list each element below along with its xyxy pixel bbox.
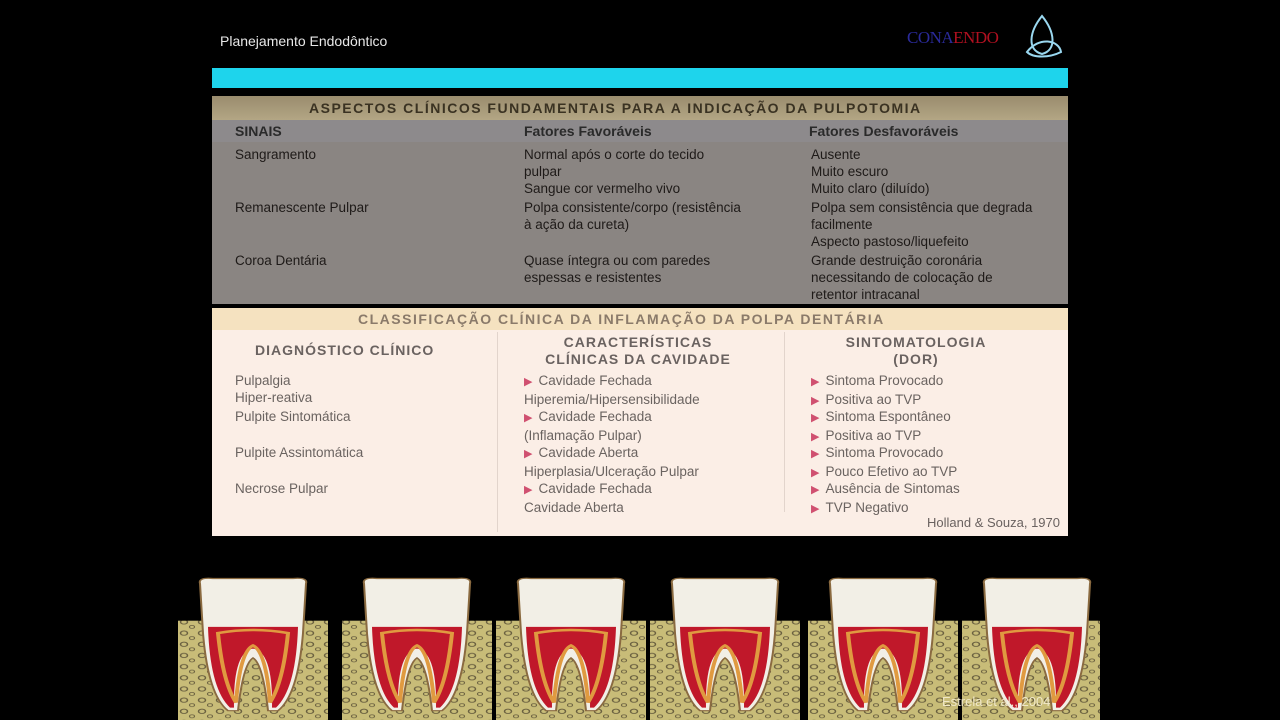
pulpotomia-table-title: ASPECTOS CLÍNICOS FUNDAMENTAIS PARA A INDICAÇÃO DA PULPOTOMIA [309,100,922,116]
arrow-icon: ▶ [524,484,533,496]
arrow-icon: ▶ [811,395,820,407]
arrow-icon: ▶ [811,431,820,443]
cell-line: à ação da cureta) [524,217,630,232]
cell-line: Hiper-reativa [235,390,313,405]
arrow-icon: ▶ [811,467,820,479]
cell-line: Polpa consistente/corpo (resistência [524,200,741,215]
figure-citation: Estrela et al., 2004 [942,694,1051,709]
cell-line: Positiva ao TVP [825,392,922,407]
cell [524,372,700,408]
cell-line: TVP Negativo [825,500,909,515]
cell [524,199,741,233]
column-divider [784,332,785,512]
cell: Remanescente Pulpar [235,200,369,215]
tooth-panel [342,578,492,720]
cell [235,372,312,406]
header-desfavoraveis: Fatores Desfavoráveis [809,123,959,139]
cell [524,252,710,286]
tooth-panel [650,578,800,720]
cell-line: facilmente [811,217,873,232]
logo-text-1: CONA [907,28,954,47]
cell-line: Sintoma Provocado [825,445,944,460]
cell [811,252,993,303]
header-favoraveis: Fatores Favoráveis [524,123,652,139]
slide-title: Planejamento Endodôntico [220,33,388,49]
cell [811,408,951,446]
teeth-illustration [178,540,1100,720]
cell-line: Pulpalgia [235,373,291,388]
cell-line: Ausência de Sintomas [825,481,960,496]
header-diagnostico: DIAGNÓSTICO CLÍNICO [255,342,435,358]
arrow-icon: ▶ [811,484,820,496]
cell [811,444,957,482]
classificacao-title: CLASSIFICAÇÃO CLÍNICA DA INFLAMAÇÃO DA POLPA DENTÁRIA [358,311,885,327]
header-line: CLÍNICAS DA CAVIDADE [545,351,731,367]
accent-bar [212,68,1068,88]
cell-line: retentor intracanal [811,287,920,302]
arrow-icon: ▶ [811,448,820,460]
cell-line: Aspecto pastoso/liquefeito [811,234,969,249]
arrow-icon: ▶ [811,376,820,388]
cell-line: Normal após o corte do tecido [524,147,705,162]
cell-line: Cavidade Aberta [524,500,624,515]
cell-line: Grande destruição coronária [811,253,983,268]
header-line: CARACTERÍSTICAS [563,334,713,350]
cell-line: Cavidade Fechada [538,481,652,496]
cell-line: Cavidade Fechada [538,373,652,388]
cell-line: espessas e resistentes [524,270,662,285]
cell-line: Hiperplasia/Ulceração Pulpar [524,464,699,479]
cell-line: Quase íntegra ou com paredes [524,253,711,268]
cell-line: Polpa sem consistência que degrada [811,200,1033,215]
arrow-icon: ▶ [811,412,820,424]
cell: Coroa Dentária [235,253,327,268]
cell [811,372,943,410]
cell-line: Pouco Efetivo ao TVP [825,464,958,479]
cell-line: pulpar [524,164,562,179]
cell [524,480,652,516]
cell: Necrose Pulpar [235,481,329,496]
arrow-icon: ▶ [524,448,533,460]
cell-line: (Inflamação Pulpar) [524,428,642,443]
cell-line: Sintoma Espontâneo [825,409,951,424]
cell-line: Sintoma Provocado [825,373,944,388]
cell [811,199,1032,250]
cell: Pulpite Sintomática [235,409,351,424]
tooth-panel [808,578,958,720]
header-line: SINTOMATOLOGIA [845,334,987,350]
arrow-icon: ▶ [524,412,533,424]
cell-line: Ausente [811,147,861,162]
table-citation: Holland & Souza, 1970 [927,515,1060,530]
cell-line: Positiva ao TVP [825,428,922,443]
cell-line: Cavidade Aberta [538,445,639,460]
column-divider [497,332,498,532]
cell-line: Sangue cor vermelho vivo [524,181,681,196]
cell: Pulpite Assintomática [235,445,364,460]
conaendo-logo [907,28,998,48]
header-caracteristicas [543,334,733,368]
cell-line: necessitando de colocação de [811,270,993,285]
cell [811,146,930,197]
tooth-panel [496,578,646,720]
cell [524,444,699,480]
header-line: (DOR) [893,351,939,367]
cell [811,480,960,518]
cell [524,408,652,444]
cell-line: Hiperemia/Hipersensibilidade [524,392,700,407]
arrow-icon: ▶ [811,503,820,515]
cell-line: Cavidade Fechada [538,409,652,424]
cell-line: Muito escuro [811,164,889,179]
header-sintomatologia [826,334,1006,368]
tooth-panel [178,578,328,720]
arrow-icon: ▶ [524,376,533,388]
cell [524,146,704,197]
cell-line: Muito claro (diluído) [811,181,930,196]
triquetra-icon [1019,12,1065,58]
header-sinais: SINAIS [235,123,282,139]
cell: Sangramento [235,147,317,162]
logo-text-2: ENDO [953,28,999,47]
